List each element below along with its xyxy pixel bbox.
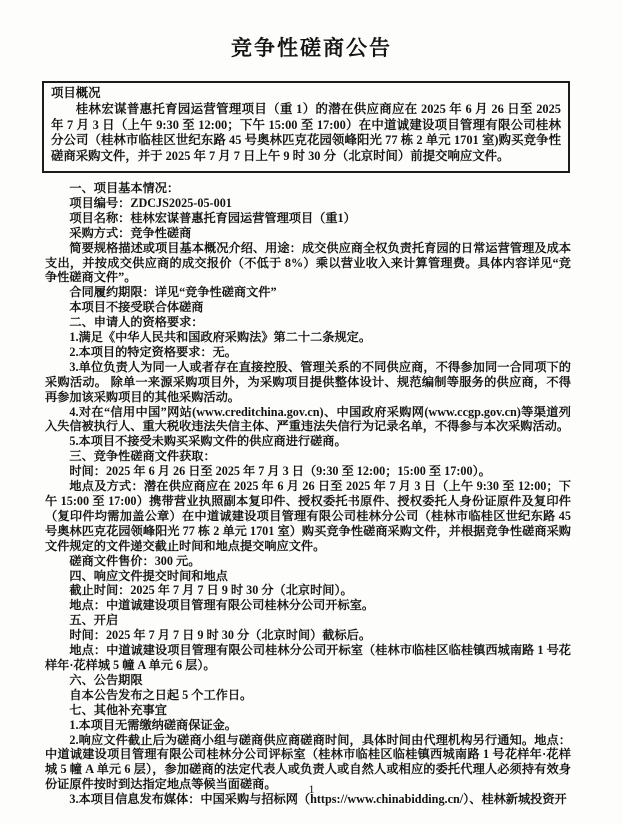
paragraph: 七、其他补充事宜 (69, 702, 167, 717)
paragraph: 地点：中道诚建设项目管理有限公司桂林分公司开标室（桂林市临桂区临桂镇西城南路 1 号花样年·花样城 5 幢 A 单元 6 层）。 (45, 643, 571, 672)
paragraph: 1.本项目无需缴纳磋商保证金。 (69, 717, 237, 732)
paragraph: 项目名称：桂林宏谋普惠托育园运营管理项目（重1） (69, 210, 356, 225)
paragraph: 截止时间：2025 年 7 月 7 日 9 时 30 分（北京时间）。 (69, 583, 353, 598)
paragraph: 采购方式：竞争性磋商 (69, 225, 192, 240)
paragraph: 时间：2025 年 7 月 7 日 9 时 30 分（北京时间）截标后。 (69, 628, 372, 643)
paragraph: 磋商文件售价：300 元。 (69, 553, 201, 568)
paragraph: 简要规格描述或项目基本概况介绍、用途：成交供应商全权负责托育园的日常运营管理及成本支出，并按成交供应商的成交报价（不低于 8%）乘以营业收入来计算管理费。具体内容详见“竞争性磋商文件”。 (45, 240, 571, 285)
overview-body: 桂林宏谋普惠托育园运营管理项目（重 1）的潜在供应商应在 2025 年 6 月 26 日至 2025 年 7 月 3 日（上午 9:30 至 12:00；下午 15:00 至 17:00）在中道诚建设项目管理有限公司桂林分公司（桂林市临桂区世纪东路 45 号奥林匹克花园领峰阳光 77 栋 2 单元 1701 室)购买竞争性磋商采购文件，并于 2025 年 7 月 7 日上午 9 时 30 分（北京时间）前提交响应文件。 (51, 101, 561, 164)
paragraph: 1.满足《中华人民共和国政府采购法》第二十二条规定。 (69, 330, 372, 345)
paragraph: 2.本项目的特定资格要求：无。 (69, 344, 237, 359)
paragraph: 合同履约期限：详见“竞争性磋商文件” (69, 285, 277, 300)
paragraph: 三、竞争性磋商文件获取： (69, 449, 216, 464)
project-overview-box (42, 81, 570, 173)
paragraph: 六、公告期限 (69, 672, 143, 687)
paragraph: 项目编号：ZDCJS2025-05-001 (69, 195, 232, 210)
paragraph: 一、项目基本情况： (69, 180, 180, 195)
paragraph: 地点：中道诚建设项目管理有限公司桂林分公司开标室。 (69, 598, 375, 613)
paragraph: 本项目不接受联合体磋商 (69, 300, 204, 315)
paragraph: 3.本项目信息发布媒体：中国采购与招标网（https://www.chinabidding.cn/）、桂林新城投资开 (69, 792, 567, 807)
paragraph: 自本公告发布之日起 5 个工作日。 (69, 687, 253, 702)
paragraph: 4.对在“信用中国”网站(www.creditchina.gov.cn)、中国政府采购网(www.ccgp.gov.cn)等渠道列入失信被执行人、重大税收违法失信主体、严重违法失信行为记录名单，不得参与本次采购活动。 (45, 404, 571, 434)
paragraph: 地点及方式：潜在供应商应在 2025 年 6 月 26 日至 2025 年 7 月 3 日（上午 9:30 至 12:00；下午 15:00 至 17:00）携带营业执照副本复印件、授权委托书原件、授权委托人身份证原件及复印件（复印件均需加盖公章）在中道诚建设项目管理有限公司桂林分公司（桂林市临桂区世纪东路 45 号奥林匹克花园领峰阳光 77 栋 2 单元 1701 室）购买竞争性磋商采购文件，并根据竞争性磋商采购文件规定的文件递交截止时间和地点提交响应文件。 (45, 479, 571, 553)
paragraph: 时间：2025 年 6 月 26 日至 2025 年 7 月 3 日（9:30 至 12:00；15:00 至 17:00）。 (69, 464, 491, 479)
page-title: 竞争性磋商公告 (231, 36, 392, 60)
overview-heading: 项目概况 (51, 86, 101, 100)
paragraph: 2.响应文件截止后为磋商小组与磋商供应商磋商时间，具体时间由代理机构另行通知。地点：中道诚建设项目管理有限公司桂林分公司评标室（桂林市临桂区临桂镇西城南路 1 号花样年·花样城 5 幢 A 单元 6 层），参加磋商的法定代表人或负责人或自然人或相应的委托代理人必须持有效身份证原件按时到达指定地点等候当面磋商。 (45, 732, 571, 792)
paragraph: 二、申请人的资格要求： (69, 315, 204, 330)
document-body (45, 181, 571, 807)
paragraph: 3.单位负责人为同一人或者存在直接控股、管理关系的不同供应商，不得参加同一合同项下的采购活动。 除单一来源采购项目外，为采购项目提供整体设计、规范编制等服务的供应商，不得再参加该采购项目的其他采购活动。 (45, 359, 571, 404)
page-number: 1 (308, 782, 315, 796)
paragraph: 五、开启 (69, 613, 119, 628)
paragraph: 四、响应文件提交时间和地点 (69, 568, 228, 583)
paragraph: 5.本项目不接受未购买采购文件的供应商进行磋商。 (69, 434, 347, 449)
